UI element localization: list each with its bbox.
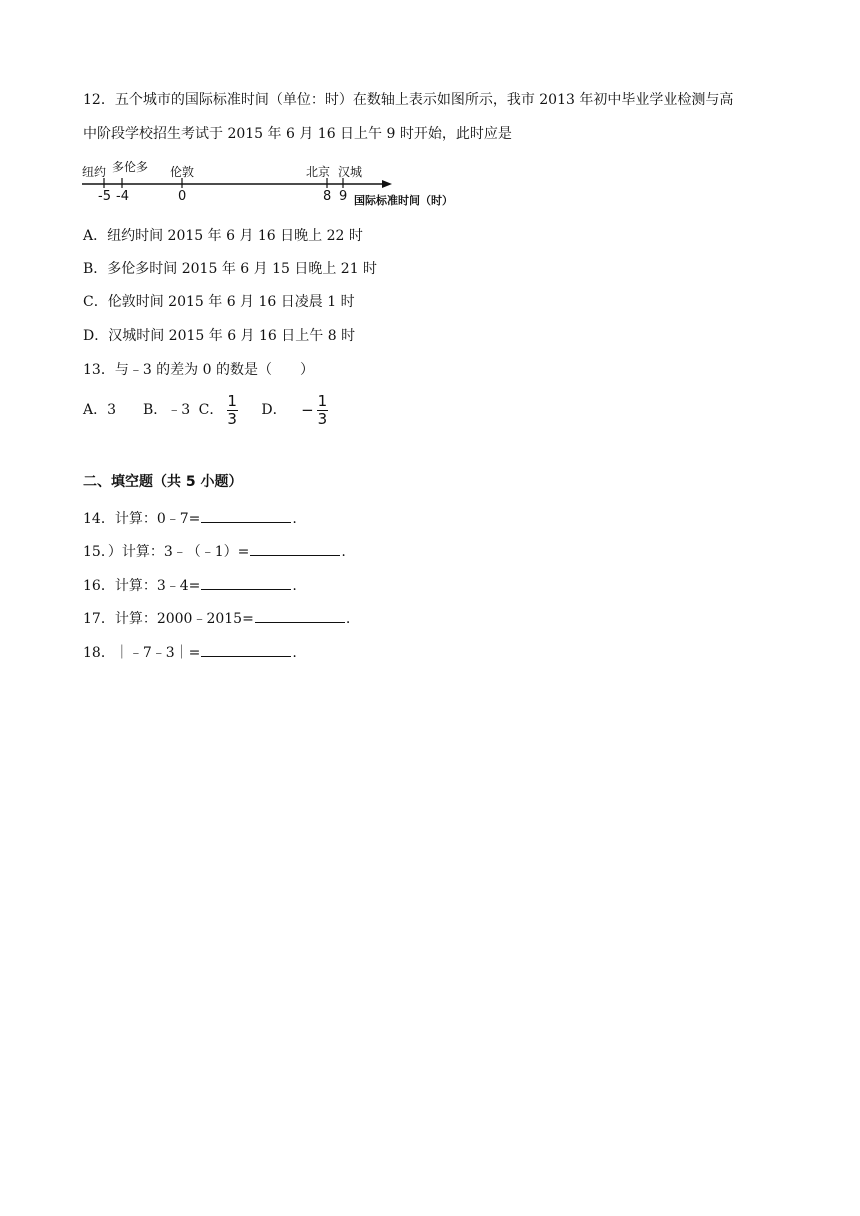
- q12-stem-line2: 中阶段学校招生考试于 2015 年 6 月 16 日上午 9 时开始，此时应是: [83, 126, 512, 142]
- q12-stem-line1: 12．五个城市的国际标准时间（单位：时）在数轴上表示如图所示，我市 2013 年初中毕业学业检测与高: [83, 92, 734, 108]
- question-text: 17．计算：2000﹣2015=: [83, 611, 254, 627]
- q13-option-b: B．﹣3: [143, 402, 191, 418]
- city-toronto: 多伦多: [112, 160, 149, 174]
- q13-option-d-label: D．: [261, 402, 287, 418]
- q13-options: [83, 392, 331, 428]
- question-text: 18．｜﹣7﹣3｜=: [83, 645, 201, 661]
- question-period: .: [292, 645, 297, 661]
- axis-label: 国际标准时间（时）: [354, 194, 453, 207]
- fraction-denominator: 3: [227, 409, 237, 428]
- value-beijing: 8: [323, 189, 332, 204]
- q13-option-c-fraction: [226, 391, 238, 428]
- fill-question-16: [83, 575, 297, 596]
- fill-question-14: [83, 508, 297, 529]
- value-toronto: -4: [116, 189, 129, 204]
- q13-option-a: A．3: [83, 402, 117, 418]
- fill-question-17: [83, 608, 350, 629]
- value-newyork: -5: [98, 189, 111, 204]
- number-line-figure: [82, 156, 472, 208]
- question-period: .: [292, 578, 297, 594]
- city-newyork: 纽约: [82, 165, 107, 179]
- answer-blank[interactable]: [255, 608, 345, 623]
- question-period: .: [345, 611, 351, 627]
- question-period: .: [292, 511, 297, 527]
- value-seoul: 9: [339, 189, 348, 204]
- question-text: 14．计算：0﹣7=: [83, 511, 201, 527]
- answer-blank[interactable]: [201, 508, 291, 523]
- answer-blank[interactable]: [250, 541, 340, 556]
- question-period: .: [341, 544, 346, 560]
- q12-option-b: B．多伦多时间 2015 年 6 月 15 日晚上 21 时: [83, 261, 378, 277]
- q12-option-c: C．伦敦时间 2015 年 6 月 16 日凌晨 1 时: [83, 294, 355, 310]
- question-text: 16．计算：3﹣4=: [83, 578, 201, 594]
- fraction-numerator: 1: [317, 391, 328, 410]
- fill-question-15: [83, 541, 346, 562]
- q13-option-d-fraction: [317, 391, 329, 428]
- answer-blank[interactable]: [201, 642, 291, 657]
- value-london: 0: [178, 189, 187, 204]
- q13-option-c-label: C．: [198, 402, 224, 418]
- city-london: 伦敦: [170, 165, 195, 179]
- fill-question-18: [83, 642, 297, 663]
- city-beijing: 北京: [306, 165, 331, 179]
- q12-option-a: A．纽约时间 2015 年 6 月 16 日晚上 22 时: [83, 228, 363, 244]
- answer-blank[interactable]: [201, 575, 291, 590]
- question-text: 15．）计算：3﹣（﹣1）=: [83, 544, 250, 560]
- axis-arrow: [382, 180, 392, 188]
- fraction-numerator: 1: [227, 391, 237, 410]
- city-seoul: 汉城: [338, 165, 363, 179]
- negative-sign: −: [301, 401, 314, 419]
- q13-stem: 13．与﹣3 的差为 0 的数是（ ）: [83, 362, 314, 378]
- q12-option-d: D．汉城时间 2015 年 6 月 16 日上午 8 时: [83, 328, 356, 344]
- fraction-denominator: 3: [317, 409, 328, 428]
- section-title: 二、填空题（共 5 小题）: [83, 474, 243, 490]
